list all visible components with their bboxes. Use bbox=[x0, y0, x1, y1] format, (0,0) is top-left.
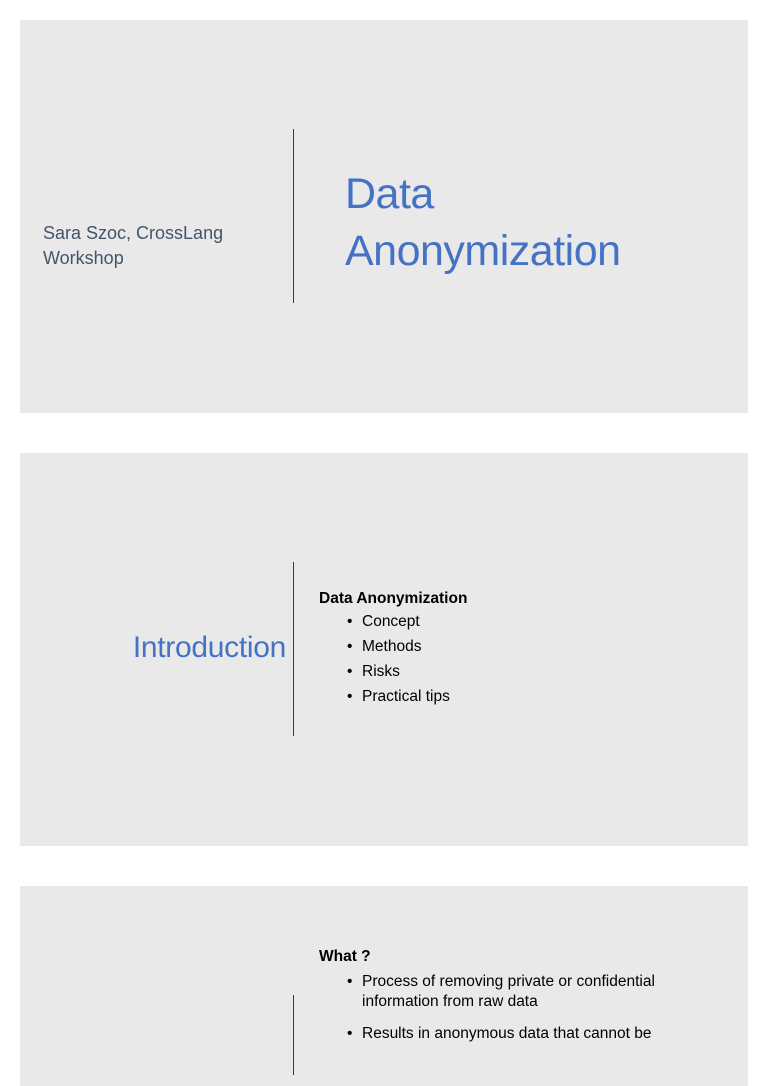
list-item: • Practical tips bbox=[362, 687, 722, 707]
slide-title-line-2: Anonymization bbox=[345, 227, 621, 275]
vertical-divider bbox=[293, 129, 294, 303]
section-title: Introduction bbox=[132, 631, 286, 664]
presenter-info: Sara Szoc, CrossLang Workshop bbox=[43, 223, 224, 268]
what-heading: What ? bbox=[319, 948, 371, 965]
what-slide bbox=[20, 886, 748, 1086]
agenda-list bbox=[362, 612, 722, 712]
vertical-divider bbox=[293, 562, 294, 736]
definition-list bbox=[362, 972, 722, 1056]
agenda-heading: Data Anonymization bbox=[319, 590, 468, 607]
slide-title-line-1: Data bbox=[345, 170, 434, 218]
list-item: • Concept bbox=[362, 612, 722, 632]
list-item: • Process of removing private or confidential information from raw data bbox=[362, 972, 722, 1012]
introduction-slide bbox=[20, 453, 748, 846]
list-item: • Results in anonymous data that cannot be bbox=[362, 1024, 722, 1044]
list-item: • Methods bbox=[362, 637, 722, 657]
title-slide bbox=[20, 20, 748, 413]
list-item: • Risks bbox=[362, 662, 722, 682]
vertical-divider bbox=[293, 995, 294, 1075]
slide-title bbox=[345, 166, 621, 280]
